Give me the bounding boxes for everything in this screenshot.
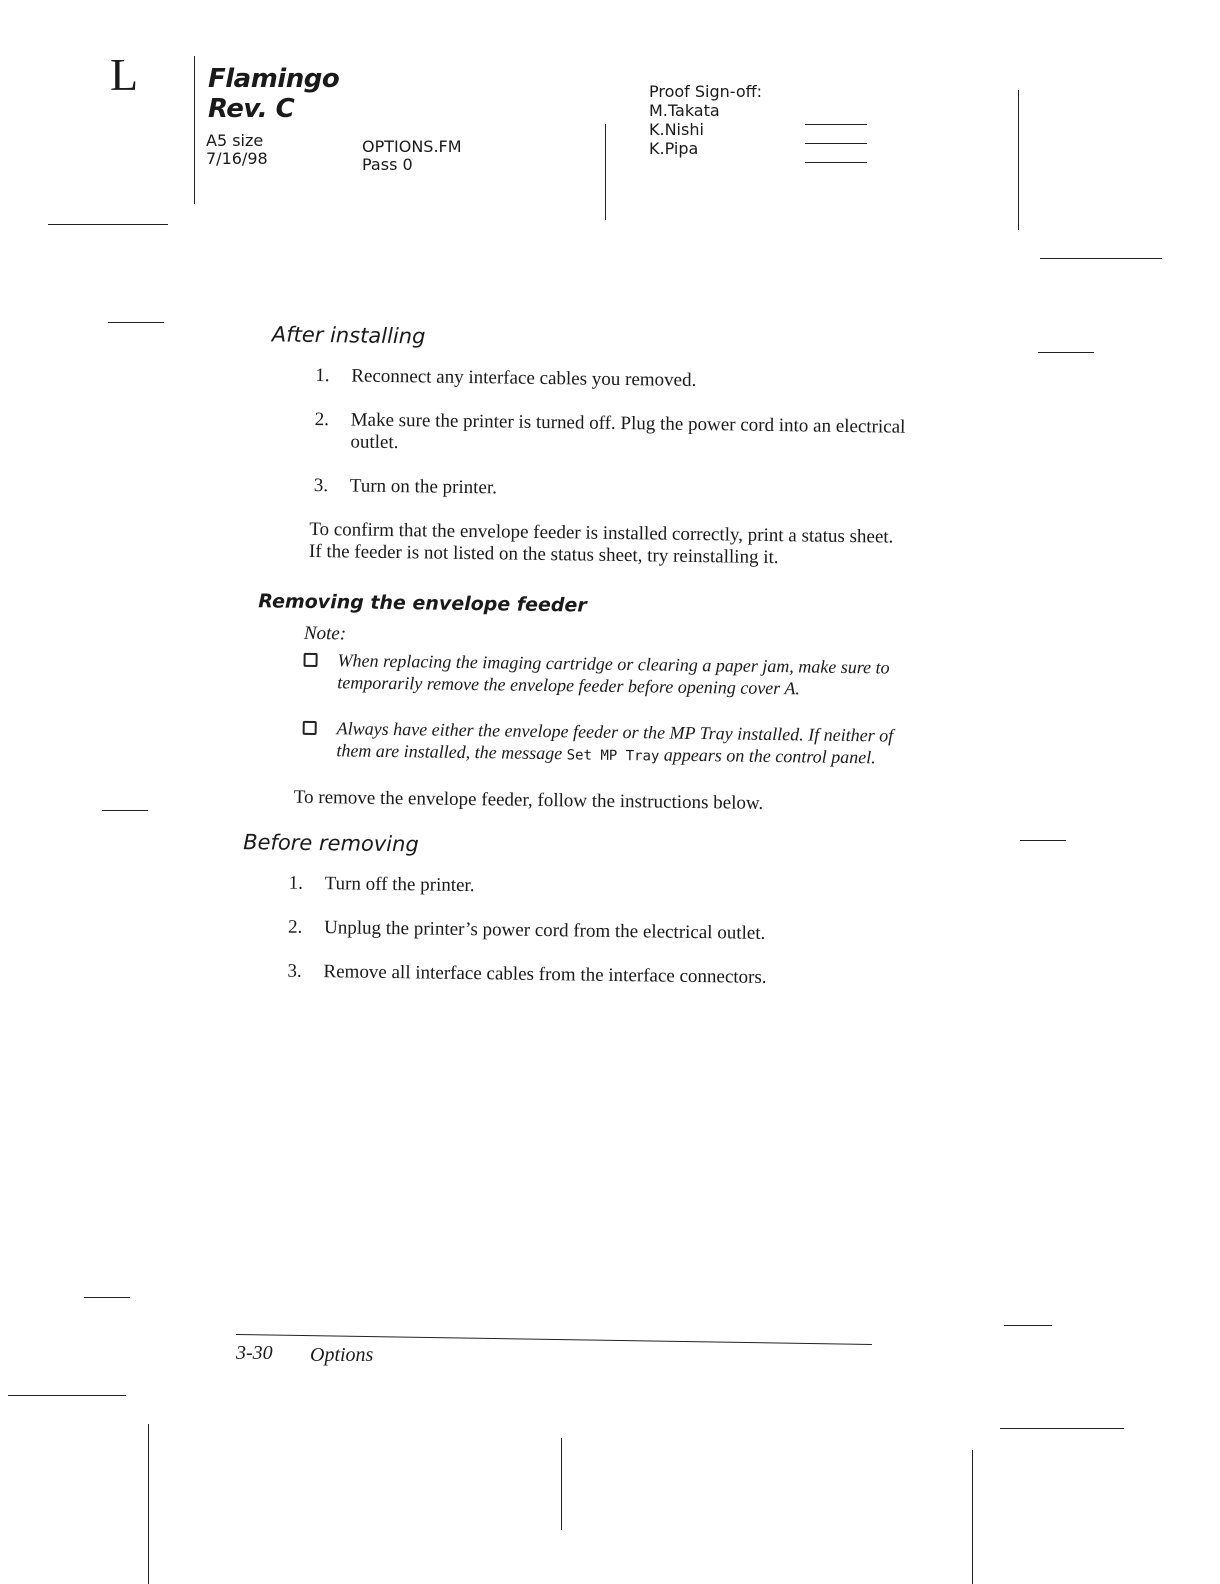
- list-item: [238, 408, 911, 461]
- crop-mark: [1018, 90, 1019, 230]
- list-item: [231, 960, 883, 991]
- proof-name: K.Pipa: [649, 139, 699, 158]
- crop-mark: [1000, 1428, 1124, 1429]
- crop-mark: [102, 810, 148, 811]
- proof-label: Proof Sign-off:: [649, 82, 763, 101]
- crop-mark: [605, 124, 606, 220]
- list-item: [232, 916, 884, 947]
- file-name: OPTIONS.FM: [362, 137, 462, 156]
- crop-mark: [84, 1297, 130, 1298]
- confirm-paragraph: To confirm that the envelope feeder is installed correctly, print a status sheet. If the feeder is not listed on the status sheet, try reinstalling it.: [308, 518, 894, 569]
- step-text: Unplug the printer’s power cord from the electrical outlet.: [323, 917, 766, 944]
- page-size: A5 size: [206, 131, 264, 150]
- crop-mark: [972, 1450, 973, 1584]
- revision: Rev. C: [208, 94, 295, 124]
- crop-mark: [108, 322, 164, 323]
- step-number: 1.: [315, 364, 330, 387]
- removal-instructions: To remove the envelope feeder, follow the instructions below.: [293, 786, 764, 814]
- crop-mark: [1038, 352, 1094, 353]
- signoff-line: [805, 124, 867, 125]
- corner-letter: L: [110, 49, 139, 100]
- note-label: Note:: [303, 622, 347, 645]
- step-text: Reconnect any interface cables you removed.: [351, 365, 697, 391]
- step-number: 2.: [314, 408, 330, 431]
- step-text: Turn on the printer.: [349, 475, 498, 499]
- page-content: [231, 322, 920, 1013]
- crop-mark: [1020, 840, 1066, 841]
- step-number: 3.: [287, 960, 302, 982]
- note-text: Always have either the envelope feeder or the MP Tray installed. If neither of them are installed, the message: [336, 718, 894, 764]
- document-name: Flamingo: [208, 64, 340, 94]
- section-heading-removing: Removing the envelope feeder: [258, 590, 587, 617]
- note-text: When replacing the imaging cartridge or clearing a paper jam, make sure to temporarily remove the envelope feeder before opening cover A.: [337, 650, 890, 699]
- panel-message: Set MP Tray: [566, 747, 660, 765]
- step-text: Turn off the printer.: [324, 873, 475, 897]
- signoff-line: [805, 162, 867, 163]
- date: 7/16/98: [206, 149, 268, 168]
- step-number: 1.: [288, 872, 304, 894]
- page-number: 3-30: [236, 1342, 273, 1364]
- crop-mark: [194, 56, 195, 204]
- section-name: Options: [310, 1344, 374, 1366]
- size-date-block: [206, 132, 268, 168]
- document-title: [208, 64, 339, 124]
- note-item: [234, 716, 897, 771]
- crop-mark: [561, 1438, 562, 1530]
- proof-name: M.Takata: [649, 101, 720, 120]
- list-item: [238, 474, 910, 505]
- checkbox-bullet-icon: [303, 721, 317, 735]
- note-text: appears on the control panel.: [659, 744, 876, 768]
- checkbox-bullet-icon: [303, 653, 317, 667]
- crop-mark: [1040, 258, 1162, 259]
- list-item: [239, 364, 911, 395]
- signoff-line: [805, 143, 867, 144]
- file-pass-block: [362, 138, 462, 174]
- step-text: Make sure the printer is turned off. Plug the power cord into an electrical outlet.: [350, 409, 906, 454]
- note-item: [235, 648, 898, 701]
- section-heading-after-installing: After installing: [271, 322, 426, 349]
- proof-signoff: [649, 82, 762, 158]
- step-text: Remove all interface cables from the interface connectors.: [323, 961, 767, 988]
- crop-mark: [8, 1395, 126, 1396]
- crop-mark: [48, 224, 168, 225]
- step-number: 3.: [313, 474, 329, 497]
- proof-name: K.Nishi: [649, 120, 704, 139]
- list-item: [233, 872, 885, 903]
- step-number: 2.: [287, 916, 303, 938]
- pass: Pass 0: [362, 155, 413, 174]
- crop-mark: [148, 1424, 149, 1584]
- section-heading-before-removing: Before removing: [243, 830, 419, 857]
- crop-mark: [1004, 1325, 1052, 1326]
